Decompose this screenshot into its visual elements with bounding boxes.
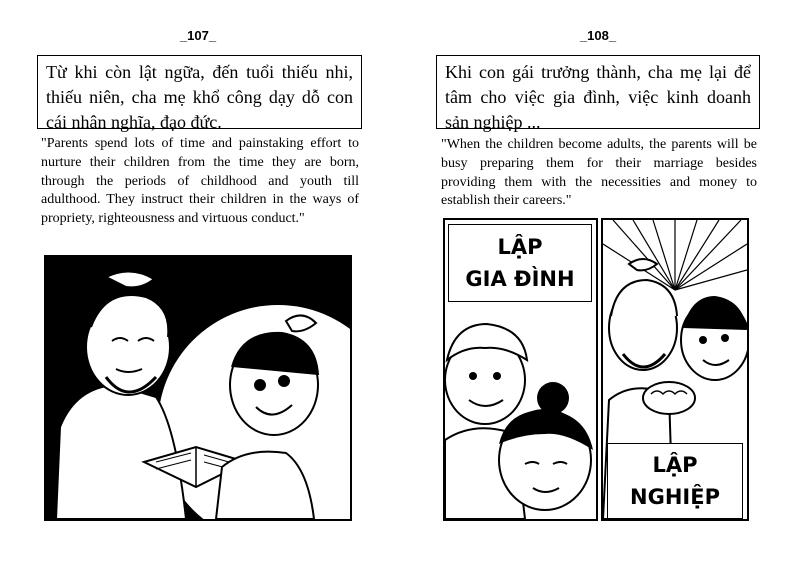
comic-panel-teacher-child <box>44 255 352 521</box>
caption-lap-nghiep <box>607 443 743 519</box>
caption-career-line2: NGHIỆP <box>630 485 720 509</box>
caption-family-line1: LẬP <box>497 235 543 259</box>
caption-family-line2: GIA ĐÌNH <box>465 267 575 291</box>
comic-illustration-father-teaching-son <box>46 257 350 519</box>
page-number-left: _107_ <box>179 28 217 43</box>
english-text-left: "Parents spend lots of time and painstaking effort to nurture their children from the time they are born, through the periods of childhood and youth till adulthood. They instruct their children in the ways of propriety, righteousness and virtuous conduct." <box>41 136 359 227</box>
vietnamese-text-box-left: Từ khi còn lật ngữa, đến tuổi thiếu nhi, thiếu niên, cha mẹ khổ công dạy dỗ con cái nhân nghĩa, đạo đức. <box>37 55 362 129</box>
caption-career-line1: LẬP <box>652 453 698 477</box>
page-number-right: _108_ <box>579 28 617 43</box>
english-text-right: "When the children become adults, the parents will be busy preparing them for their marriage besides providing them with the necessities and money to establish their careers." <box>441 137 757 209</box>
caption-lap-gia-dinh <box>448 224 592 302</box>
vietnamese-text-box-right: Khi con gái trưởng thành, cha mẹ lại để tâm cho việc gia đình, việc kinh doanh sản nghiệp ... <box>436 55 760 129</box>
